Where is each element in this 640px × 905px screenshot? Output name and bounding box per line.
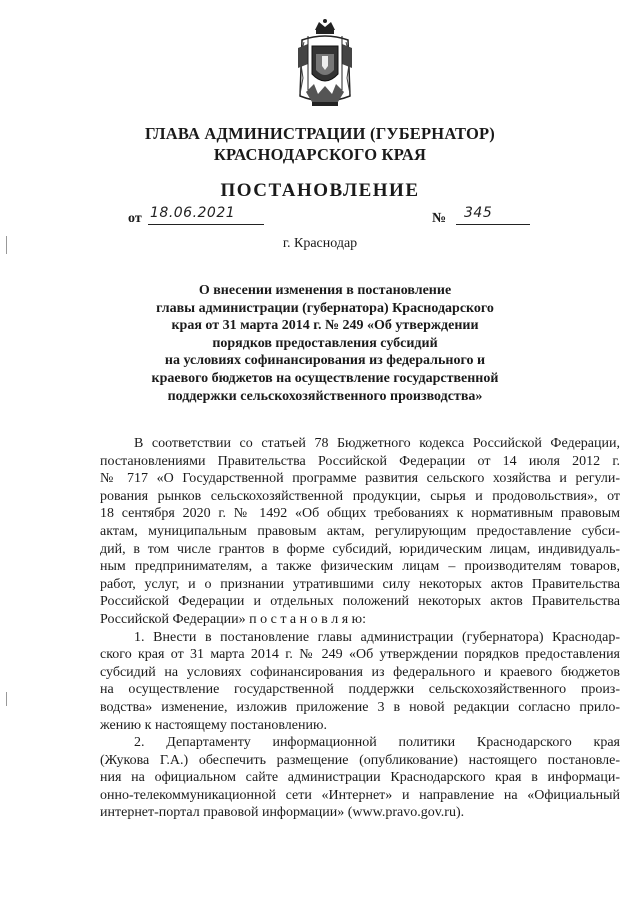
body-line: постановлениями Правительства Российской Федерации от 14 июля 2012 г. — [100, 453, 620, 469]
body-line: жению к настоящему постановлению. — [100, 717, 327, 733]
number-handwritten: 345 — [464, 205, 493, 221]
subject-line: на условиях софинансирования из федерального и — [164, 353, 486, 369]
subject-line: порядков предоставления субсидий — [212, 335, 438, 351]
body-line: ным предпринимателям, а также физическим лицам – производителям товаров, — [100, 559, 620, 575]
body-line: № 717 «О Государственной программе развития сельского хозяйства и регули- — [100, 471, 620, 487]
scan-margin-mark — [6, 236, 7, 254]
body-line: Российской Федерации и отдельных положений некоторых актов Правительства — [100, 594, 620, 610]
body-line: актам, муниципальным правовым актам, регулирующим предоставление субси- — [100, 523, 620, 539]
number-underline — [456, 224, 530, 225]
body-line: ния на официальном сайте администрации Краснодарского края в информаци- — [100, 770, 620, 786]
body-line: интернет-портал правовой информации» (www.pravo.gov.ru). — [100, 805, 465, 821]
document-type-title: ПОСТАНОВЛЕНИЕ — [220, 180, 420, 201]
body-line: В соответствии со статьей 78 Бюджетного кодекса Российской Федерации, — [134, 436, 620, 451]
body-line: 1. Внести в постановление главы администрации (губернатора) Краснодар- — [134, 629, 620, 645]
subject-line: края от 31 марта 2014 г. № 249 «Об утверждении — [171, 318, 479, 334]
authority-name-line2: КРАСНОДАРСКОГО КРАЯ — [213, 145, 427, 164]
body-line: рования рынков сельскохозяйственной продукции, сырья и продовольствия», от — [100, 488, 620, 504]
body-line: на осуществление государственной поддержки сельскохозяйственного произ- — [100, 682, 620, 698]
coat-of-arms-emblem — [294, 18, 356, 110]
body-line: водства» изменение, изложив приложение 3 в новой редакции согласно прило- — [100, 699, 620, 715]
body-line: онно-телекоммуникационной сети «Интернет» и направление на «Официальный — [100, 787, 620, 803]
date-underline — [148, 224, 264, 225]
body-line: работ, услуг, и о признании утратившими силу некоторых актов Правительства — [100, 576, 620, 592]
document-subject — [110, 282, 540, 405]
subject-line: поддержки сельскохозяйственного производства» — [167, 388, 483, 404]
number-prefix: № — [432, 211, 447, 226]
body-line: дий, в том числе грантов в форме субсидий, юридическим лицам, индивидуаль- — [100, 541, 620, 557]
body-line: субсидий на условиях софинансирования из федерального и краевого бюджетов — [100, 664, 620, 680]
date-prefix: от — [128, 211, 142, 226]
authority-name-line1: ГЛАВА АДМИНИСТРАЦИИ (ГУБЕРНАТОР) — [145, 124, 495, 143]
scan-margin-mark — [6, 692, 7, 706]
body-line: ского края от 31 марта 2014 г. № 249 «Об утверждении порядков предоставления — [100, 647, 620, 663]
subject-line: О внесении изменения в постановление — [198, 283, 452, 298]
document-body — [100, 435, 620, 822]
body-line: Российской Федерации» п о с т а н о в л я ю: — [100, 611, 367, 627]
subject-line: главы администрации (губернатора) Краснодарского — [156, 300, 494, 316]
city-name: г. Краснодар — [282, 236, 358, 251]
body-line: 18 сентября 2020 г. № 1492 «Об общих требованиях к нормативным правовым — [100, 506, 620, 522]
body-line: 2. Департаменту информационной политики Краснодарского края — [134, 735, 620, 751]
subject-line: краевого бюджетов на осуществление государственной — [151, 370, 499, 386]
body-line: (Жукова Г.А.) обеспечить размещение (опубликование) настоящего постановле- — [100, 752, 620, 768]
date-handwritten: 18.06.2021 — [150, 205, 236, 221]
